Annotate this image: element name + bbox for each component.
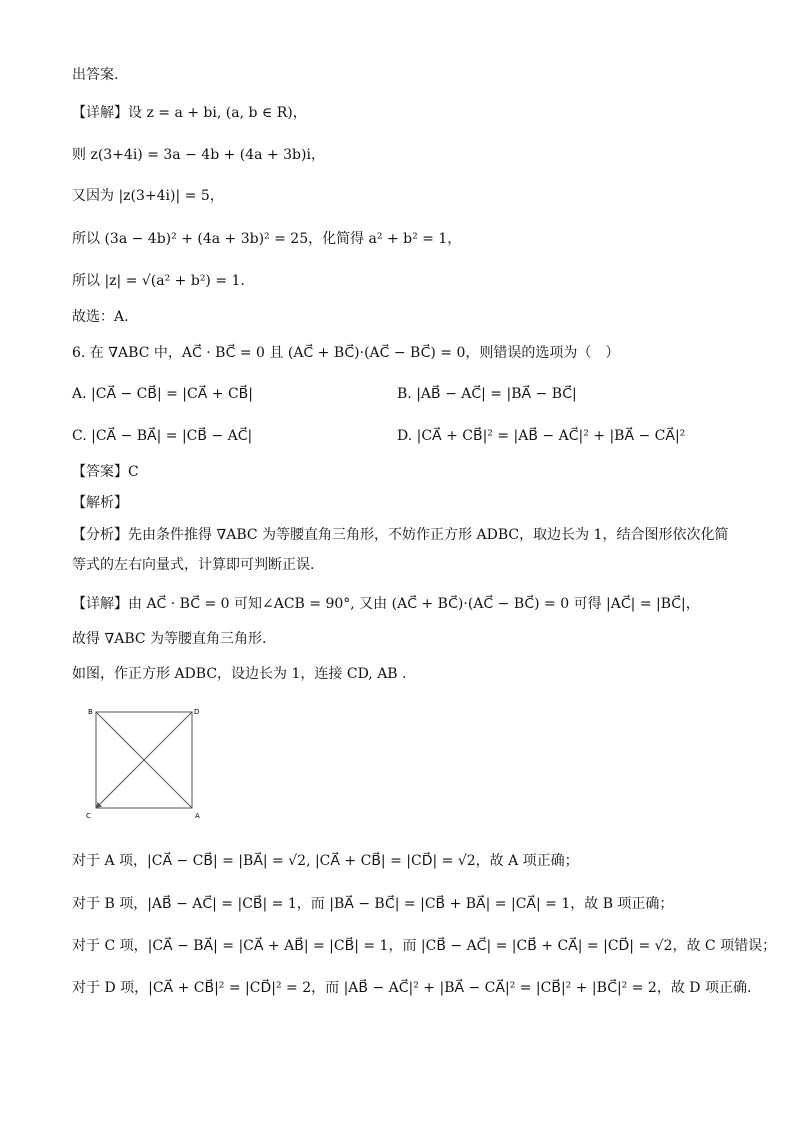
detail-line-2: 故得 ∇ABC 为等腰直角三角形. [72, 631, 267, 647]
label-d: D [194, 708, 200, 716]
prev-line-4: 又因为 |z(3+4i)| = 5， [72, 188, 224, 204]
prev-line-3: 则 z(3+4i) = 3a − 4b + (4a + 3b)i， [72, 147, 325, 163]
square-diagram [84, 702, 214, 822]
option-a: A. |CA⃗ − CB⃗| = |CA⃗ + CB⃗| [72, 386, 253, 402]
label-b: B [88, 708, 93, 716]
item-d-line: 对于 D 项，|CA⃗ + CB⃗|² = |CD⃗|² = 2，而 |AB⃗ − AC⃗|² + |BA⃗ − CA⃗|² = |CB⃗|² + |BC⃗|² = 2，故 D 项正确. [72, 980, 752, 996]
prev-line-2: 【详解】设 z = a + bi, (a, b ∈ R)， [72, 105, 307, 121]
option-d: D. |CA⃗ + CB⃗|² = |AB⃗ − AC⃗|² + |BA⃗ − CA⃗|² [397, 428, 686, 444]
item-a-line: 对于 A 项，|CA⃗ − CB⃗| = |BA⃗| = √2, |CA⃗ + CB⃗| = |CD⃗| = √2，故 A 项正确； [72, 853, 579, 869]
item-b-line: 对于 B 项，|AB⃗ − AC⃗| = |CB⃗| = 1，而 |BA⃗ − BC⃗| = |CB⃗ + BA⃗| = |CA⃗| = 1，故 B 项正确； [72, 896, 674, 912]
detail-line-3: 如图，作正方形 ADBC，设边长为 1，连接 CD, AB . [72, 666, 407, 682]
prev-line-6: 所以 |z| = √(a² + b²) = 1. [72, 273, 245, 289]
label-a: A [195, 812, 200, 820]
answer-line: 【答案】C [72, 464, 139, 480]
label-c: C [86, 812, 91, 820]
question-6-stem: 6. 在 ∇ABC 中，AC⃗ · BC⃗ = 0 且 (AC⃗ + BC⃗)·(AC⃗ − BC⃗) = 0，则错误的选项为（ ） [72, 345, 620, 361]
prev-line-5: 所以 (3a − 4b)² + (4a + 3b)² = 25，化简得 a² + b² = 1， [72, 231, 462, 247]
analysis-line-1: 【分析】先由条件推得 ∇ABC 为等腰直角三角形，不妨作正方形 ADBC，取边长为 1，结合图形依次化简 [72, 527, 729, 543]
detail-line-1: 【详解】由 AC⃗ · BC⃗ = 0 可知∠ACB = 90°, 又由 (AC⃗ + BC⃗)·(AC⃗ − BC⃗) = 0 可得 |AC⃗| = |BC⃗|， [72, 596, 700, 612]
analysis-line-2: 等式的左右向量式，计算即可判断正误. [72, 557, 315, 573]
option-b: B. |AB⃗ − AC⃗| = |BA⃗ − BC⃗| [397, 386, 577, 402]
prev-line-7: 故选：A. [72, 309, 129, 325]
prev-line-1: 出答案. [72, 67, 119, 83]
analysis-heading: 【解析】 [72, 495, 128, 511]
item-c-line: 对于 C 项，|CA⃗ − BA⃗| = |CA⃗ + AB⃗| = |CB⃗| = 1，而 |CB⃗ − AC⃗| = |CB⃗ + CA⃗| = |CD⃗| = √2，故 C 项错误； [72, 938, 777, 954]
option-c: C. |CA⃗ − BA⃗| = |CB⃗ − AC⃗| [72, 428, 253, 444]
